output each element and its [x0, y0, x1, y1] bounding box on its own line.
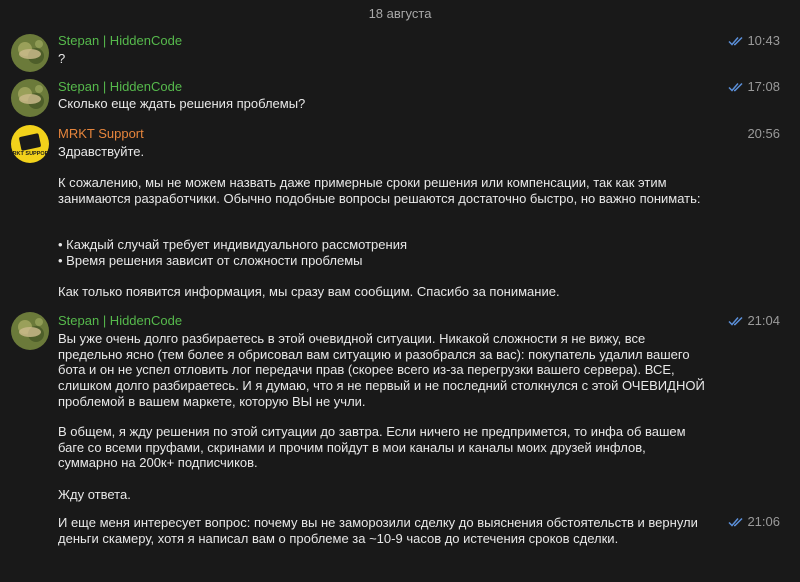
double-check-icon — [728, 517, 744, 527]
sender-name[interactable]: MRKT Support — [58, 126, 144, 141]
message-text: Сколько еще ждать решения проблемы? — [58, 96, 306, 111]
date-separator: 18 августа — [368, 6, 432, 21]
support-avatar[interactable] — [8, 125, 52, 163]
double-check-icon — [728, 316, 744, 326]
double-check-icon — [728, 36, 744, 46]
message-text: ? — [58, 51, 66, 66]
message-time — [747, 126, 780, 142]
message-text: Вы уже очень долго разбираетесь в этой очевидной ситуации. Никакой сложности я не вижу, все предельно ясно (тем более я обрисовал вам ситуацию и разобрался за вас): покупатель удалил вашего бота и он не успел отловить лог передачи прав (скорее всего из-за перегрузки вашего сервера). ВСЕ, слишком долго разбираетесь. И я думаю, что я не первый и не последний столкнулся с этой ОЧЕВИДНОЙ проблемой в вашем маркете, которую ВЫ не учли. — [58, 331, 705, 409]
message-time — [728, 313, 780, 329]
message-text: К сожалению, мы не можем назвать даже примерные сроки решения или компенсации, так как этим занимаются разработчики. Обычно подобные вопросы решаются достаточно быстро, но важно понимать: — [58, 175, 701, 206]
time-label: 10:43 — [747, 33, 780, 48]
sender-name[interactable]: Stepan | HiddenCode — [58, 79, 183, 94]
message-text: В общем, я жду решения по этой ситуации до завтра. Если ничего не предпримется, то инфа об вашем баге со всеми пруфами, скринами и прочим пойдут в мои каналы и каналы моих друзей инфлов, суммарно на 200к+ подписчиков. — [58, 424, 686, 471]
message-text: • Каждый случай требует индивидуального рассмотрения • Время решения зависит от сложности проблемы — [58, 237, 408, 268]
time-label: 20:56 — [747, 126, 780, 141]
user-avatar[interactable] — [11, 312, 49, 350]
message-text: И еще меня интересует вопрос: почему вы не заморозили сделку до выяснения обстоятельств и вернули деньги скамеру, хотя я написал вам о проблеме за ~10-9 часов до истечения сроков сделки. — [58, 515, 698, 546]
user-avatar[interactable] — [11, 34, 49, 72]
double-check-icon — [728, 82, 744, 92]
sender-name[interactable]: Stepan | HiddenCode — [58, 313, 183, 328]
message-text: Здравствуйте. — [58, 144, 145, 159]
message-time — [728, 514, 780, 530]
time-label: 17:08 — [747, 79, 780, 94]
message-time — [728, 79, 780, 95]
user-avatar[interactable] — [11, 79, 49, 117]
avatar-logo-text: MRKT SUPPORT — [8, 151, 52, 157]
message-time — [728, 33, 780, 49]
message-text: Как только появится информация, мы сразу вам сообщим. Спасибо за понимание. — [58, 284, 560, 299]
time-label: 21:04 — [747, 313, 780, 328]
time-label: 21:06 — [747, 514, 780, 529]
message-text: Жду ответа. — [58, 487, 131, 502]
sender-name[interactable]: Stepan | HiddenCode — [58, 33, 183, 48]
